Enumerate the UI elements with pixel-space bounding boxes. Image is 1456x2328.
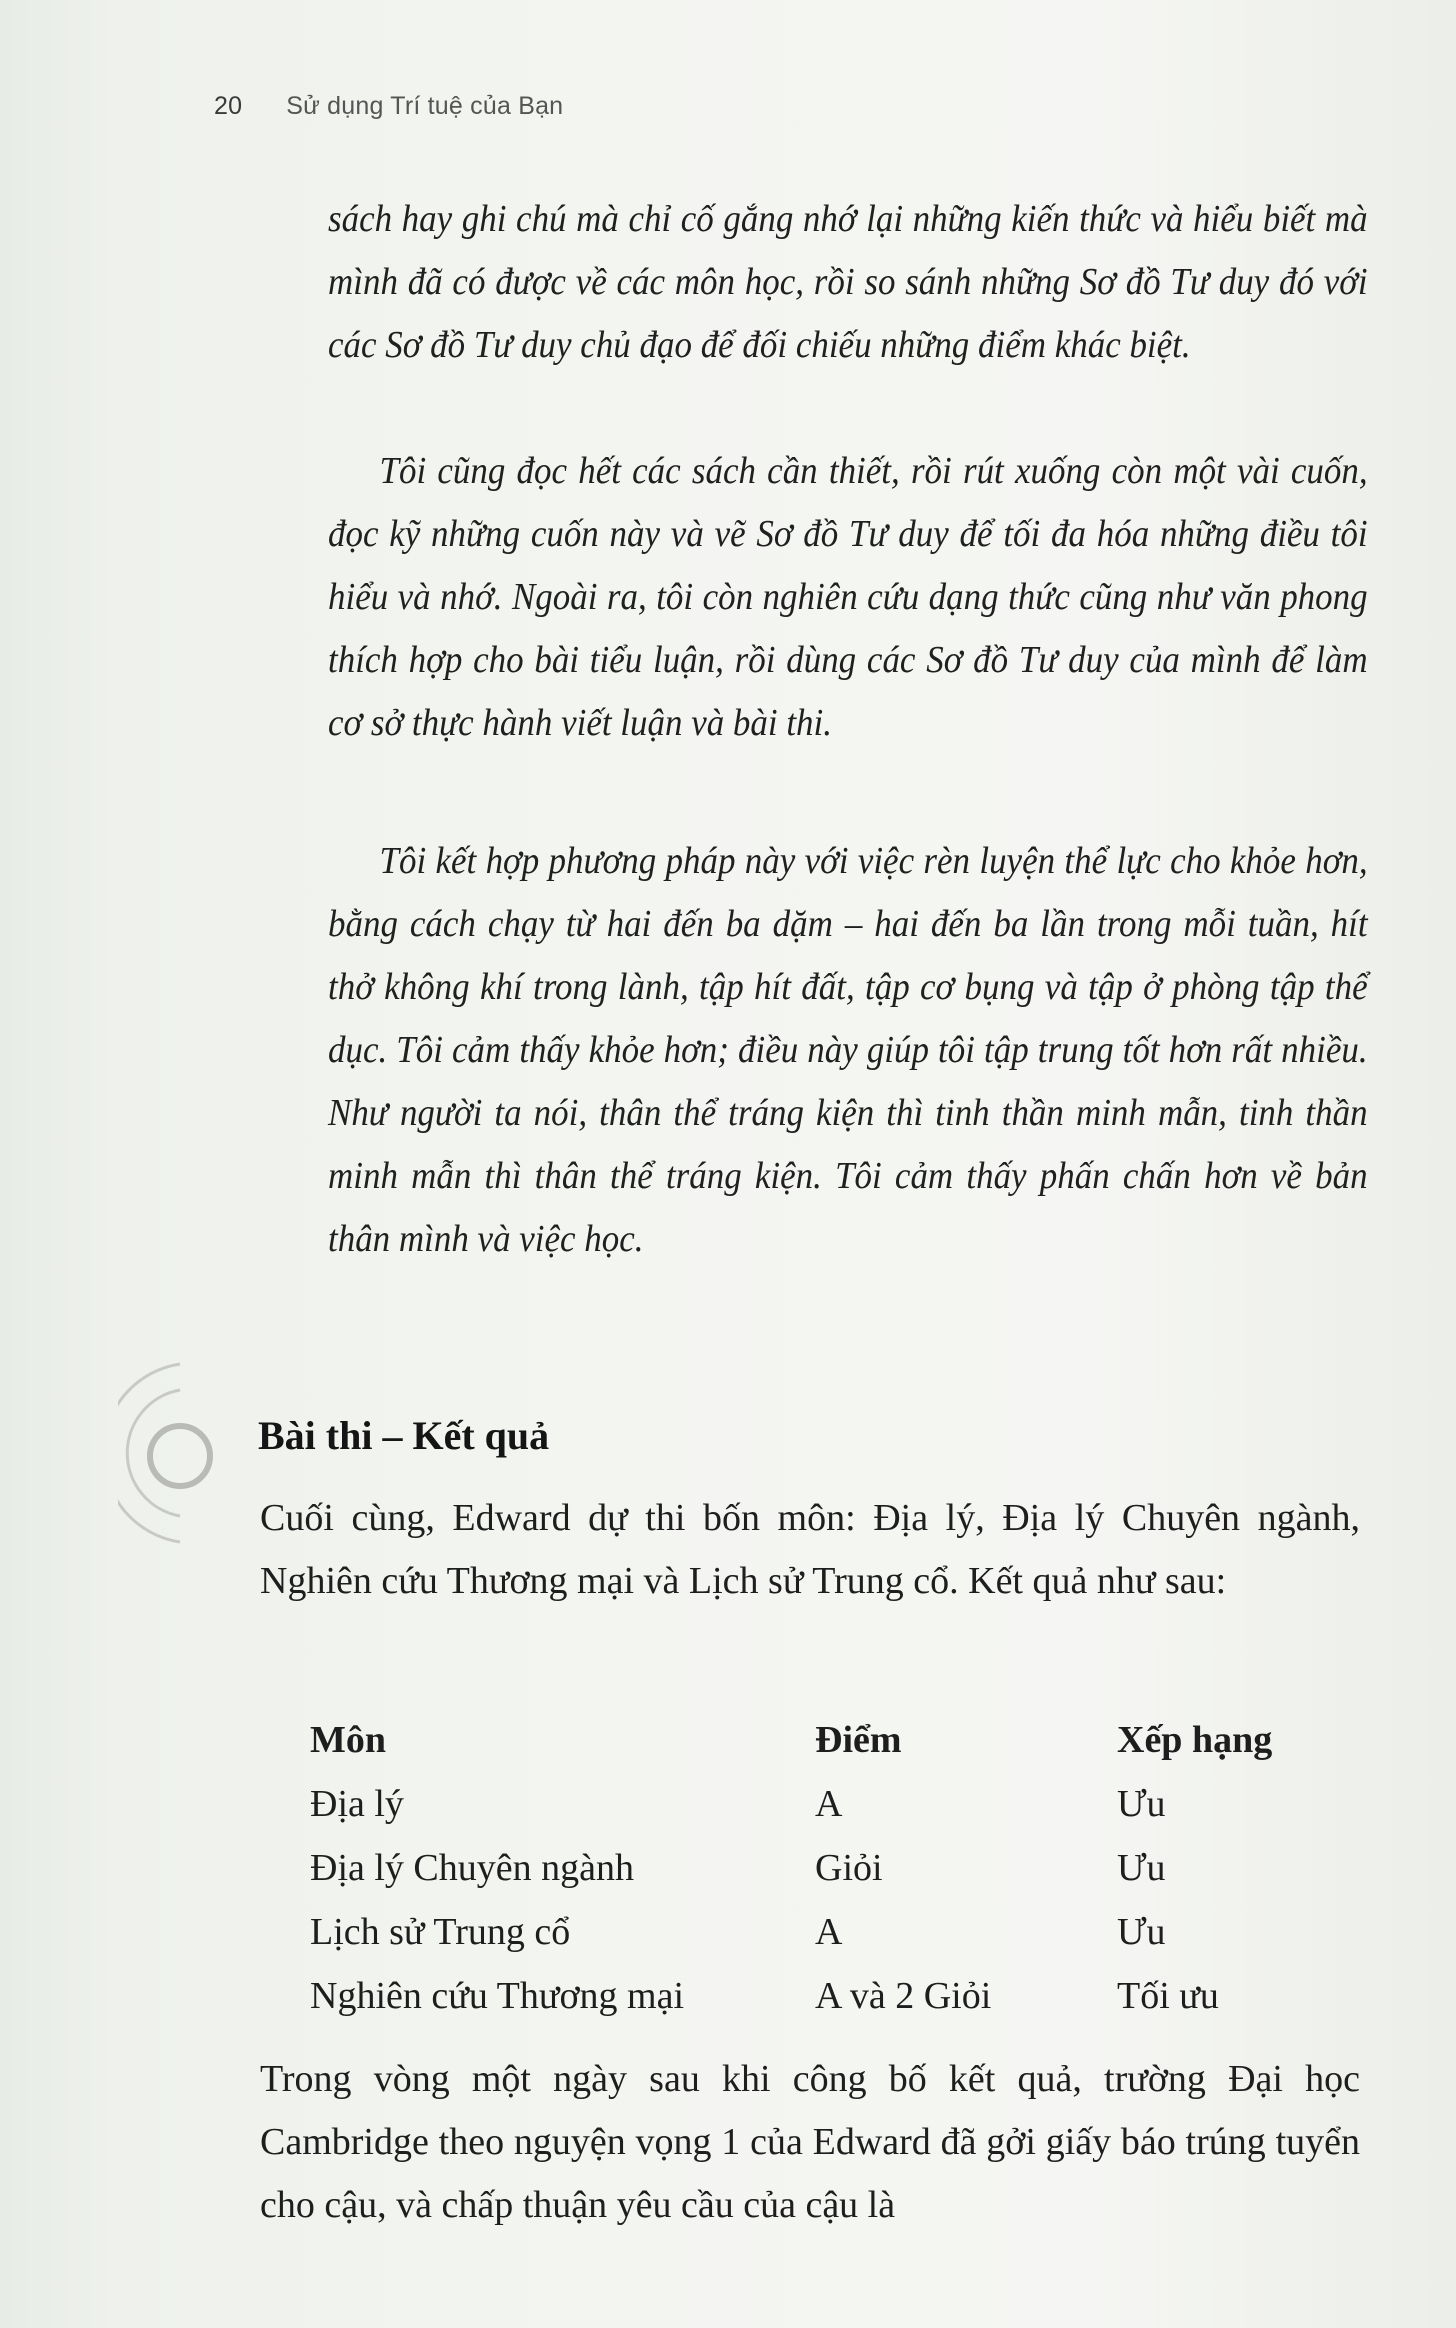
cell-grade: A: [815, 1911, 843, 1953]
cell-rank: Ưu: [1117, 1911, 1166, 1953]
section-intro: [260, 1487, 1360, 1613]
paragraph-text: Cuối cùng, Edward dự thi bốn môn: Địa lý, Địa lý Chuyên ngành, Nghiên cứu Thương mại và Lịch sử Trung cổ. Kết quả như sau:: [260, 1497, 1360, 1602]
cell-rank: Ưu: [1117, 1847, 1166, 1889]
cell-rank: Ưu: [1117, 1783, 1166, 1825]
paragraph-text: sách hay ghi chú mà chỉ cố gắng nhớ lại những kiến thức và hiểu biết mà mình đã có được về các môn học, rồi so sánh những Sơ đồ Tư duy đó với các Sơ đồ Tư duy chủ đạo để đối chiếu những điểm khác biệt.: [328, 198, 1368, 366]
closing-paragraph: [260, 2048, 1360, 2237]
paragraph-3: [328, 830, 1368, 1271]
cell-subject: Địa lý: [310, 1783, 404, 1825]
running-head: [214, 92, 563, 121]
results-table: [310, 1708, 1337, 2028]
column-header-grade: Điểm: [815, 1719, 902, 1761]
paragraph-text: Trong vòng một ngày sau khi công bố kết quả, trường Đại học Cambridge theo nguyện vọng 1 của Edward đã gởi giấy báo trúng tuyển cho cậu, và chấp thuận yêu cầu của cậu là: [260, 2058, 1360, 2226]
page-number: 20: [214, 92, 243, 120]
cell-grade: A: [815, 1783, 843, 1825]
paragraph-text: Tôi cũng đọc hết các sách cần thiết, rồi rút xuống còn một vài cuốn, đọc kỹ những cuốn này và vẽ Sơ đồ Tư duy để tối đa hóa những điều tôi hiểu và nhớ. Ngoài ra, tôi còn nghiên cứu dạng thức cũng như văn phong thích hợp cho bài tiểu luận, rồi dùng các Sơ đồ Tư duy của mình để làm cơ sở thực hành viết luận và bài thi.: [328, 450, 1368, 744]
paragraph-2: [328, 440, 1368, 755]
section-heading: Bài thi – Kết quả: [258, 1413, 550, 1458]
cell-rank: Tối ưu: [1117, 1975, 1219, 2017]
cell-subject: Nghiên cứu Thương mại: [310, 1975, 685, 2017]
column-header-rank: Xếp hạng: [1117, 1719, 1273, 1761]
table-row: [310, 1772, 1337, 1836]
table-header-row: [310, 1708, 1337, 1772]
table-row: [310, 1836, 1337, 1900]
table-row: [310, 1900, 1337, 1964]
table-row: [310, 1964, 1337, 2028]
cell-grade: Giỏi: [815, 1847, 883, 1889]
cell-subject: Lịch sử Trung cổ: [310, 1911, 571, 1953]
paragraph-text: Tôi kết hợp phương pháp này với việc rèn luyện thể lực cho khỏe hơn, bằng cách chạy từ hai đến ba dặm – hai đến ba lần trong mỗi tuần, hít thở không khí trong lành, tập hít đất, tập cơ bụng và tập ở phòng tập thể dục. Tôi cảm thấy khỏe hơn; điều này giúp tôi tập trung tốt hơn rất nhiều. Như người ta nói, thân thể tráng kiện thì tinh thần minh mẫn, tinh thần minh mẫn thì thân thể tráng kiện. Tôi cảm thấy phấn chấn hơn về bản thân mình và việc học.: [328, 840, 1368, 1260]
column-header-subject: Môn: [310, 1719, 386, 1761]
cell-grade: A và 2 Giỏi: [815, 1975, 992, 2017]
paragraph-1: [328, 188, 1368, 377]
book-title: Sử dụng Trí tuệ của Bạn: [286, 92, 564, 120]
cell-subject: Địa lý Chuyên ngành: [310, 1847, 635, 1889]
